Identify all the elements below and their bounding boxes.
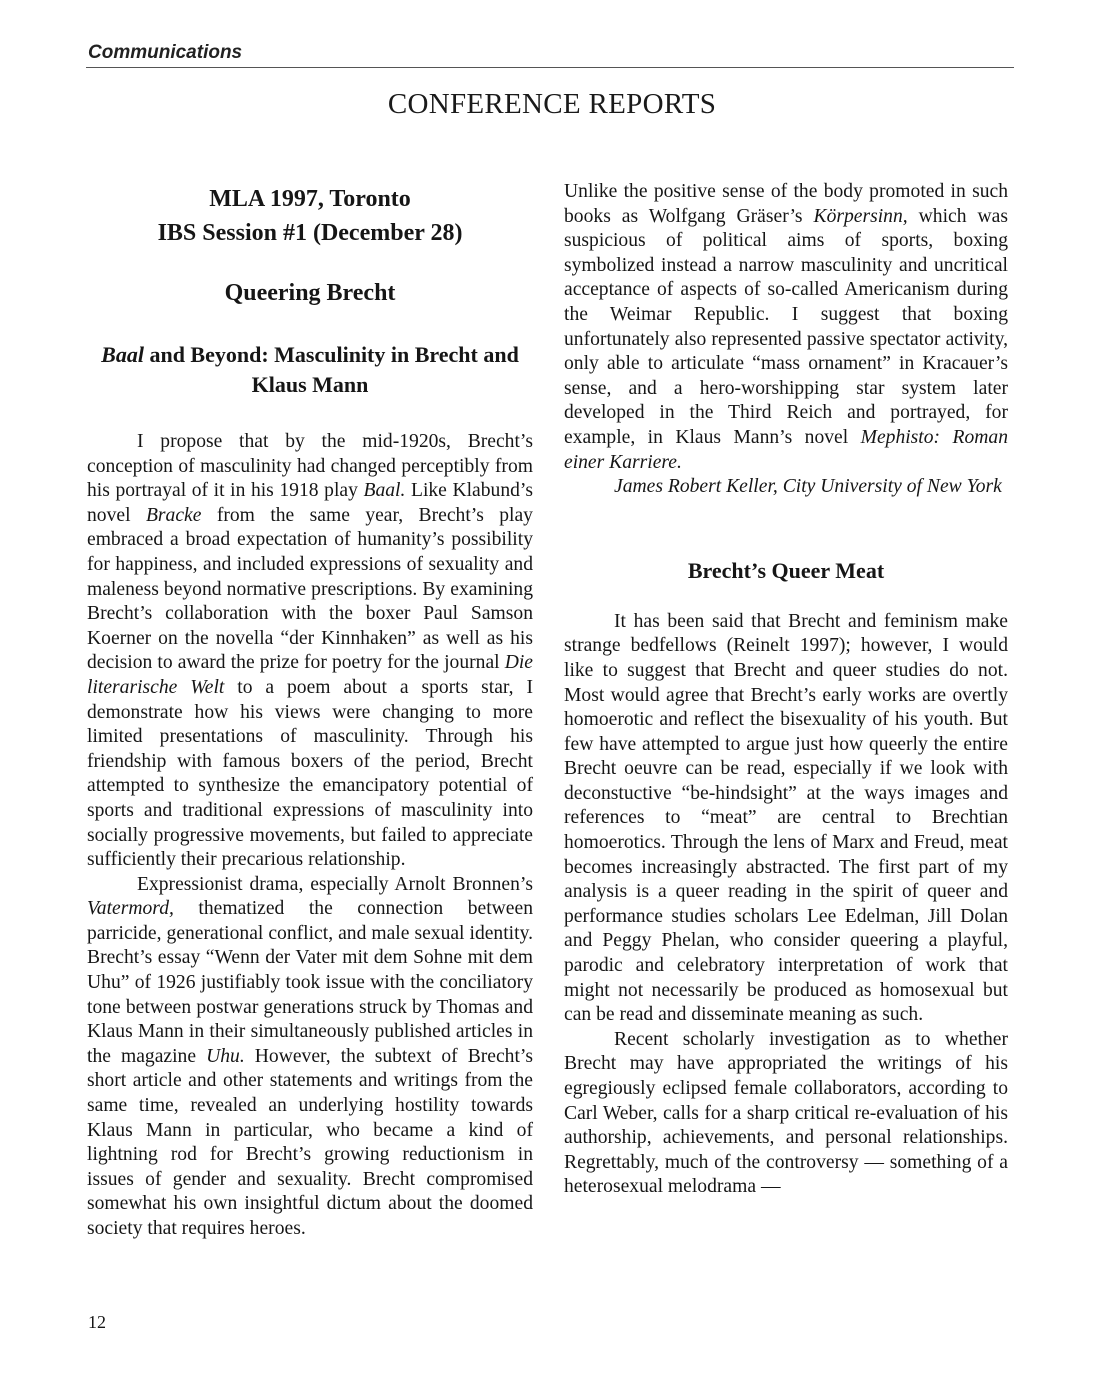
p1-text-2: Like Klabund’s novel [87,480,534,526]
p2-italic-uhu: Uhu. [206,1045,245,1067]
paper-title-baal [87,340,533,400]
paragraph-2 [87,873,533,1242]
p2-text-3: However, the subtext of Brecht’s short article and other statements and writings from the same time, revealed an underlying hostility towards Klaus Mann in particular, who became a kind of lightning rod for Brecht’s growing reductionism in issues of gender and sexuality. Brecht compromised somewhat his own insightful dictum about the doomed society that requires heroes. [87,1045,533,1239]
paper-title-rest: and Beyond: Masculinity in Brecht and Klaus Mann [143,342,519,397]
paragraph-4: Recent scholarly investigation as to whether Brecht may have appropriated the writings of his egregiously eclipsed female collaborators, according to Carl Weber, calls for a sharp critical re-evaluation of his authorship, achievements, and personal relationships. Regrettably, much of the controversy — something of a heterosexual melodrama — [564,1028,1008,1198]
paragraph-1 [87,430,533,873]
p1-italic-journal: Die literarische Welt [87,652,533,698]
pc-italic-mephisto: Mephisto: Roman einer Karriere. [564,426,1008,473]
p1-italic-bracke: Bracke [145,504,202,526]
page-number: 12 [88,1312,106,1332]
p2-italic-vatermord: Vatermord, [87,898,174,920]
author-byline: James Robert Keller, City University of New York [614,476,1002,498]
p1-text-1: I propose that by the mid-1920s, Brecht’s conception of masculinity had changed perceptibly from his portrayal of it in his 1918 play [87,431,533,502]
topic-heading: Queering Brecht [224,280,396,306]
session-heading: IBS Session #1 (December 28) [157,220,463,246]
header-rule [86,67,1014,68]
page-title: CONFERENCE REPORTS [387,88,717,120]
meeting-heading: MLA 1997, Toronto [209,186,411,212]
running-head: Communications [88,42,243,63]
paper-title-italic: Baal [101,342,144,367]
p2-text-1: Expressionist drama, especially Arnolt Bronnen’s [137,873,533,895]
paragraph-continued [564,180,1008,475]
right-column [564,180,1008,1200]
left-column [87,180,533,1242]
paragraph-3: It has been said that Brecht and feminism make strange bedfellows (Reinelt 1997); however, I would like to suggest that Brecht and queer studies do not. Most would agree that Brecht’s early works are overtly homoerotic and reflect the bisexuality of his youth. But few have attempted to argue just how queerly the entire Brecht oeuvre can be read, especially if we look with deconstuctive “be-hindsight” at the ways images and references to “meat” are central to Brechtian homoerotics. Through the lens of Marx and Freud, meat becomes increasingly abstracted. The first part of my analysis is a queer reading in the spirit of queer and performance studies scholars Lee Edelman, Jill Dolan and Peggy Phelan, who consider queering a playful, parodic and celebratory interpretation of work that might not necessarily be produced as homosexual but can be read and disseminate meaning as such. [564,610,1008,1026]
pc-text-1: Unlike the positive sense of the body promoted in such books as Wolfgang Gräser’s [564,181,1008,227]
p1-text-3: from the same year, Brecht’s play embraced a broad expectation of humanity’s possibility for happiness, and included expressions of sexuality and maleness beyond normative prescriptions. By examining Brecht’s collaboration with the boxer Paul Samson Koerner on the novella “der Kinnhaken” as well as his decision to award the prize for poetry for the journal [87,504,533,674]
pc-italic-korpersinn: Körpersinn, [813,205,908,227]
p1-italic-baal: Baal. [363,480,406,502]
paper-title-queer-meat: Brecht’s Queer Meat [687,557,885,583]
p1-text-4: to a poem about a sports star, I demonstrate how his views were changing to more limited presentations of masculinity. Through his friendship with famous boxers of the period, Brecht attempted to synthesize the emancipatory potential of sports and traditional expressions of masculinity into socially progressive movements, but failed to appreciate sufficiently their precarious relationship. [87,676,533,871]
p2-text-2: thematized the connection between parricide, generational conflict, and male sexual identity. Brecht’s essay “Wenn der Vater mit dem Sohne mit dem Uhu” of 1926 justifiably took issue with the conciliatory tone between postwar generations struck by Thomas and Klaus Mann in their simultaneously published articles in the magazine [87,898,533,1067]
pc-text-2: which was suspicious of political aims of sports, boxing symbolized instead a narrow masculinity and uncritical acceptance of aspects of so-called Americanism during the Weimar Republic. I suggest that boxing unfortunately also represented passive spectator activity, only able to articulate “mass ornament” in Kracauer’s sense, and a hero-worshipping star system later developed in the Third Reich and portrayed, for example, in Klaus Mann’s novel [564,205,1008,448]
